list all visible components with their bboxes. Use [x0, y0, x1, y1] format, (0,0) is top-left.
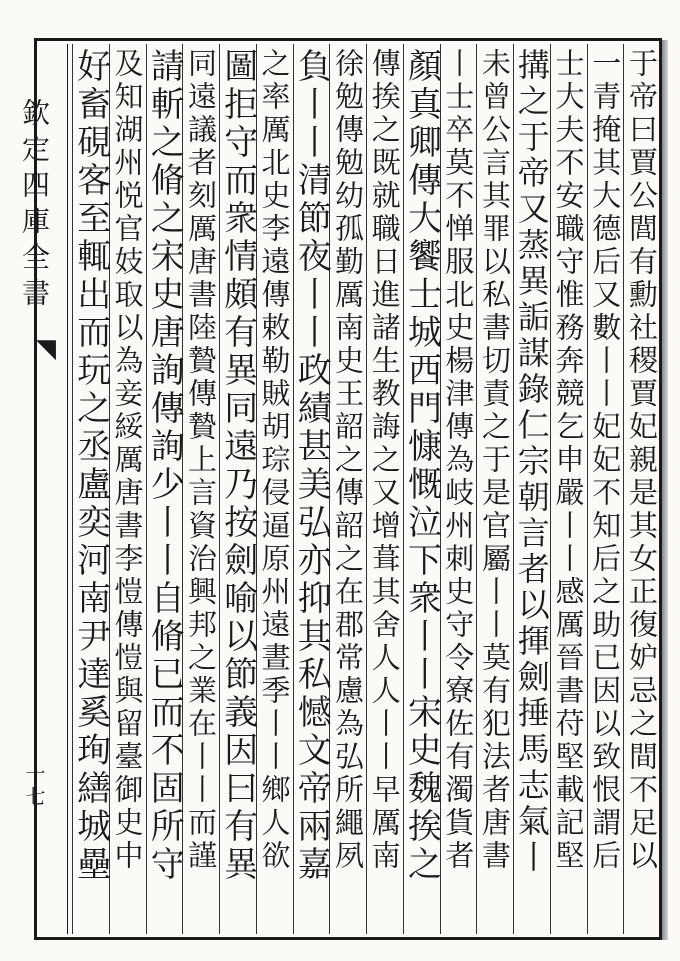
- text-column: 搆之于帝又蒸異詬謀錄仁宗朝言者以揮劍捶馬志氣丨: [512, 48, 551, 876]
- text-column: 好畜硯客至輒出而玩之丞盧奕河南尹達奚珣繕城壘: [70, 48, 111, 884]
- page-number: 十七: [22, 764, 46, 808]
- book-title: 欽定四庫全書: [18, 98, 51, 314]
- text-column: 傳挨之既就職日進諸生教誨之又增葺其舍人人丨丨早厲南: [367, 48, 402, 873]
- text-column: 請斬之脩之宋史唐詢傳詢少丨丨自脩已而不固所守: [144, 48, 185, 884]
- text-column: 負丨丨清節夜丨丨政績甚美弘亦抑其私憾文帝兩嘉: [291, 48, 332, 884]
- text-column: 顏真卿傳大饗士城西門慷慨泣下衆丨丨宋史魏挨之: [401, 48, 442, 884]
- text-column: 士大夫不安職守惟務奔競乞申嚴丨丨感厲晉書苻堅載記堅: [551, 48, 586, 873]
- text-column: 徐勉傳勉幼孤勤厲南史王韶之傳韶之在郡常慮為弘所繩夙: [331, 48, 365, 873]
- text-column: 同遠議者刻厲唐書陸贄傳贄上言資治興邦之業在丨丨而謹: [184, 48, 218, 873]
- fishtail-mark: ◥: [36, 334, 56, 364]
- text-column: 未曾公言其罪以私書切責之于是官屬丨丨莫有犯法者唐書: [478, 48, 512, 873]
- text-column: 一青掩其大德后又數丨丨妃妃不知后之助已因以致恨謂后: [588, 48, 623, 873]
- text-column: 圖拒守而衆情頗有異同遠乃按劍喻以節義因曰有異: [217, 48, 258, 884]
- text-column: 于帝曰賈公閭有勳社稷賈妃親是其女正復妒忌之間不足以: [625, 48, 659, 873]
- page-edge-shadow: [662, 40, 668, 940]
- text-column: 丨士卒莫不惮服北史楊津傳為岐州刺史守令寮佐有濁貨者: [441, 48, 476, 873]
- text-column: 及知湖州悦官妓取以為妾綏厲唐書李愷傳愷與留臺御史中: [110, 48, 145, 873]
- column-rule: [366, 44, 367, 934]
- margin-column: [0, 44, 68, 934]
- text-column: 之率厲北史李遠傳敕勒賊胡琮侵逼原州遠晝季丨丨鄉人欲: [257, 48, 292, 873]
